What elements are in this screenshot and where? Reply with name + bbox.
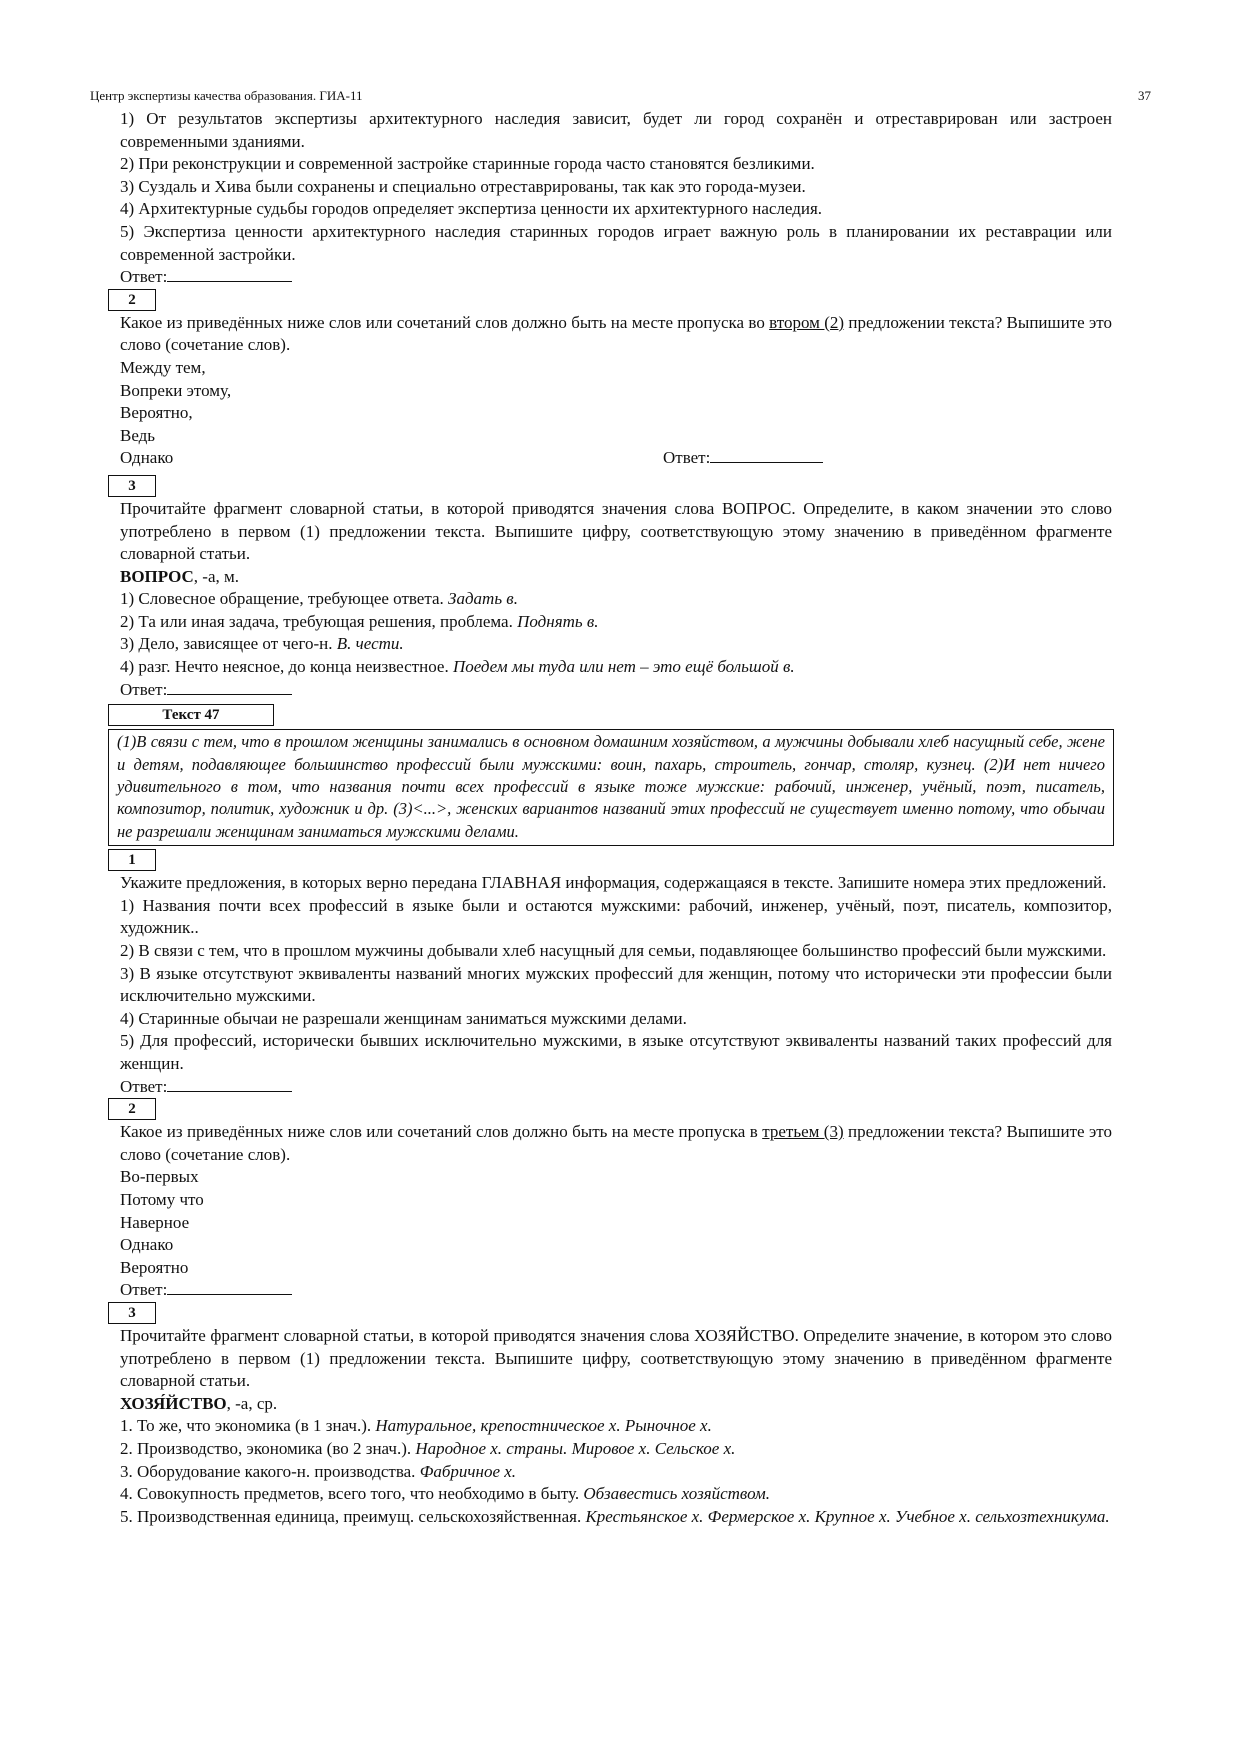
option-1: 1) Названия почти всех профессий в языке были и остаются мужскими: рабочий, инженер, учёный, поэт, писатель, композитор, художник.. <box>120 895 1112 938</box>
last-word-row <box>120 447 1112 470</box>
meaning <box>120 1438 1112 1461</box>
meaning <box>120 1483 1112 1506</box>
answer-label: Ответ: <box>120 679 168 699</box>
answer-field <box>120 266 1112 289</box>
page-number: 37 <box>1138 88 1151 103</box>
answer-line[interactable] <box>167 1076 292 1092</box>
meaning-example: Обзавестись хозяйством. <box>583 1484 771 1504</box>
meaning-text: 1) Словесное обращение, требующее ответа. <box>120 589 449 609</box>
question-underlined: втором (2) <box>769 312 845 332</box>
question-text: предложении текста? Выпишите это слово (сочетание слов). <box>120 312 1112 355</box>
task-question <box>120 1121 1112 1166</box>
meaning-text: 3. Оборудование какого-н. производства. <box>120 1461 420 1481</box>
task-question: Укажите предложения, в которых верно передана ГЛАВНАЯ информация, содержащаяся в тексте. Запишите номера этих предложений. <box>120 873 1107 893</box>
task-question: Прочитайте фрагмент словарной статьи, в которой приводятся значения слова ХОЗЯЙСТВО. Определите значение, в котором это слово употреблено в первом (1) предложении текста. Выпишите цифру, соответствующую этому значению в приведённом фрагменте словарной статьи. <box>120 1325 1112 1391</box>
meaning-text: 4. Совокупность предметов, всего того, что необходимо в быту. <box>120 1484 584 1504</box>
task-number-box: 1 <box>108 849 156 871</box>
answer-line[interactable] <box>167 1279 292 1295</box>
meaning-example: Поедем мы туда или нет – это ещё большой в. <box>452 657 795 677</box>
dictionary-headword <box>120 1393 1112 1416</box>
answer-label: Ответ: <box>120 267 168 287</box>
meaning-text: 2) Та или иная задача, требующая решения, проблема. <box>120 611 518 631</box>
answer-line[interactable] <box>167 679 292 695</box>
answer-label: Ответ: <box>120 1280 168 1300</box>
answer-line[interactable] <box>167 266 292 282</box>
question-text: Какое из приведённых ниже слов или сочетаний слов должно быть на месте пропуска в <box>120 1122 763 1142</box>
word-option: Наверное <box>120 1212 190 1232</box>
task-question: Прочитайте фрагмент словарной статьи, в которой приводятся значения слова ВОПРОС. Определите, в каком значении это слово употреблено в первом (1) предложении текста. Выпишите цифру, соответствующую этому значению в приведённом фрагменте словарной статьи. <box>120 498 1112 564</box>
answer-field <box>663 447 823 470</box>
task-number-box: 3 <box>108 475 156 497</box>
option-2: 2) В связи с тем, что в прошлом мужчины добывали хлеб насущный для семьи, подавляющее большинство профессий были мужскими. <box>120 941 1107 961</box>
meaning-text: 1. То же, что экономика (в 1 знач.). <box>120 1416 376 1436</box>
answer-field <box>120 1279 1112 1302</box>
meaning <box>120 656 1112 679</box>
question-underlined: третьем (3) <box>762 1122 844 1142</box>
word-option: Потому что <box>120 1190 204 1209</box>
word-option: Ведь <box>120 425 156 445</box>
source-text-box: (1)В связи с тем, что в прошлом женщины занимались в основном домашним хозяйством, а мужчины добывали хлеб насущный себе, жене и детям, подавляющее большинство профессий были мужскими: воин, пахарь, строитель, гончар, столяр, кузнец. (2)И нет ничего удивительного в том, что названия почти всех профессий в языке тоже мужские: рабочий, инженер, учёный, поэт, писатель, композитор, политик, художник и др. (3)<...>, женских вариантов названий этих профессий не существует именно потому, что обычаи не разрешали женщинам заниматься мужскими делами. <box>108 729 1114 846</box>
option-5: 5) Экспертиза ценности архитектурного наследия старинных городов играет важную роль в планировании их реставрации или современной застройки. <box>120 221 1112 264</box>
option-4: 4) Архитектурные судьбы городов определяет экспертиза ценности их архитектурного наследия. <box>120 199 823 219</box>
option-5: 5) Для профессий, исторически бывших исключительно мужскими, в языке отсутствуют эквиваленты названий таких профессий для женщин. <box>120 1031 1112 1074</box>
meaning <box>120 611 1112 634</box>
meaning-example: Крестьянское х. Фермерское х. Крупное х. Учебное х. сельхозтехникума. <box>585 1506 1110 1526</box>
option-3: 3) Суздаль и Хива были сохранены и специально отреставрированы, так как это города-музеи. <box>120 176 806 196</box>
headword-grammar: , -а, ср. <box>226 1393 278 1413</box>
word-option: Вопреки этому, <box>120 380 232 400</box>
text-label: Текст 47 <box>108 704 274 726</box>
option-3: 3) В языке отсутствуют эквиваленты названий многих мужских профессий для женщин, потому что исторически эти профессии были исключительно мужскими. <box>120 963 1112 1006</box>
meaning-example: Фабричное х. <box>419 1461 517 1481</box>
page-header: Центр экспертизы качества образования. ГИА-11 <box>90 88 363 103</box>
option-2: 2) При реконструкции и современной застройке старинные города часто становятся безликими. <box>120 154 815 174</box>
option-1: 1) От результатов экспертизы архитектурного наследия зависит, будет ли город сохранён и отреставрирован или застроен современными зданиями. <box>120 109 1112 151</box>
meaning-text: 5. Производственная единица, преимущ. сельскохозяйственная. <box>120 1506 586 1526</box>
question-text: Какое из приведённых ниже слов или сочетаний слов должно быть на месте пропуска во <box>120 312 770 332</box>
word-option: Между тем, <box>120 357 206 377</box>
meaning <box>120 1506 1112 1529</box>
answer-label: Ответ: <box>663 448 711 468</box>
headword: ХОЗЯ́ЙСТВО <box>120 1393 227 1413</box>
option-4: 4) Старинные обычаи не разрешали женщинам заниматься мужскими делами. <box>120 1008 687 1028</box>
meaning <box>120 588 1112 611</box>
answer-field <box>120 1076 1112 1099</box>
word-option: Однако <box>120 1235 174 1255</box>
headword-grammar: , -а, м. <box>193 566 239 586</box>
word-option: Вероятно <box>120 1257 189 1277</box>
answer-line[interactable] <box>710 447 823 463</box>
task-number-box: 2 <box>108 289 156 311</box>
task-number-box: 3 <box>108 1302 156 1324</box>
task-number-box: 2 <box>108 1098 156 1120</box>
answer-field <box>120 679 1112 702</box>
meaning-text: 2. Производство, экономика (во 2 знач.). <box>120 1438 416 1458</box>
page-content <box>117 108 1112 1528</box>
meaning-text: 3) Дело, зависящее от чего-н. <box>120 634 337 654</box>
answer-label: Ответ: <box>120 1076 168 1096</box>
task-question <box>120 312 1112 357</box>
dictionary-headword <box>120 566 1112 589</box>
meaning-example: Поднять в. <box>517 611 599 631</box>
question-text: предложении текста? Выпишите это слово (сочетание слов). <box>120 1122 1112 1164</box>
meaning <box>120 1415 1112 1438</box>
meaning-example: Задать в. <box>448 589 518 609</box>
word-option: Вероятно, <box>120 403 193 423</box>
word-option: Однако <box>120 448 174 468</box>
meaning <box>120 1461 1112 1484</box>
meaning-example: Натуральное, крепостническое х. Рыночное х. <box>375 1416 712 1436</box>
meaning-example: Народное х. страны. Мировое х. Сельское х. <box>415 1438 736 1458</box>
headword: ВОПРОС <box>120 566 194 586</box>
meaning-example: В. чести. <box>336 634 404 654</box>
word-option: Во-первых <box>120 1167 199 1187</box>
meaning-text: 4) разг. Нечто неясное, до конца неизвестное. <box>120 657 453 677</box>
meaning <box>120 633 1112 656</box>
